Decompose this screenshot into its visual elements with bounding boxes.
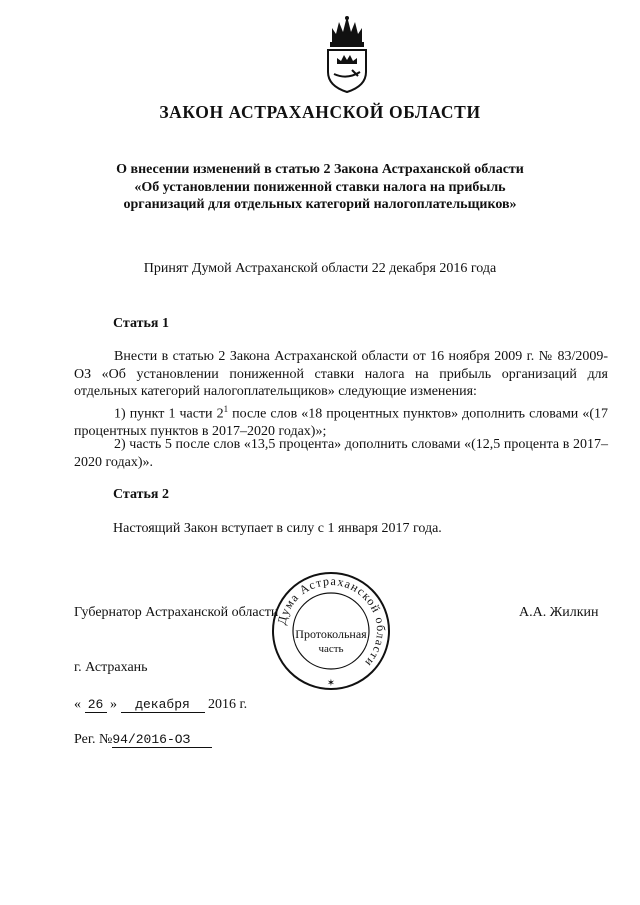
article-1-heading: Статья 1 [113,316,169,331]
subtitle-line: организаций для отдельных категорий налогоплательщиков» [123,197,517,212]
subtitle-line: О внесении изменений в статью 2 Закона Астраханской области [116,162,524,177]
coat-of-arms-icon [322,14,372,94]
governor-name: А.А. Жилкин [519,605,599,620]
superscript: 1 [223,404,229,414]
article-2-text: Настоящий Закон вступает в силу с 1 января 2017 года. [113,521,442,536]
article-1-item-2: 2) часть 5 после слов «13,5 процента» дополнить словами «(12,5 процента в 2017–2020 годах)». [74,437,608,470]
article-1-item-1: 1) пункт 1 части $2^1$ после слов «18 процентных пунктов» дополнить словами «(17 процентных пунктов в 2017–2020 годах)»; [74,404,608,440]
reg-number-value: 94/2016-ОЗ [112,733,212,748]
law-subtitle [80,161,560,214]
svg-text:✶: ✶ [326,678,336,689]
stamp-line-1: Протокольная [295,627,367,641]
article-2-heading: Статья 2 [113,487,169,502]
stamp-line-2: часть [318,643,344,655]
adoption-line: Принят Думой Астраханской области 22 декабря 2016 года [143,261,497,276]
registration-number: Рег. №94/2016-ОЗ [74,732,212,748]
stamp-ring-text: Дума Астраханской области [274,573,389,671]
date-year: 2016 г. [208,697,248,712]
governor-position: Губернатор Астраханской области [74,605,279,620]
subtitle-line: «Об установлении пониженной ставки налога на прибыль [134,179,506,195]
city: г. Астрахань [74,660,148,675]
article-1-intro: Внести в статью 2 Закона Астраханской области от 16 ноября 2009 г. № 83/2009-ОЗ «Об установлении пониженной ставки налога на прибыль организаций для отдельных категорий налогоплательщиков» следующие изменения: [74,349,608,399]
date-day: 26 [85,698,107,713]
date-month: декабря [121,698,205,713]
document-title: ЗАКОН АСТРАХАНСКОЙ ОБЛАСТИ [159,102,481,122]
signing-date: « 26 » декабря 2016 г. [74,697,248,712]
